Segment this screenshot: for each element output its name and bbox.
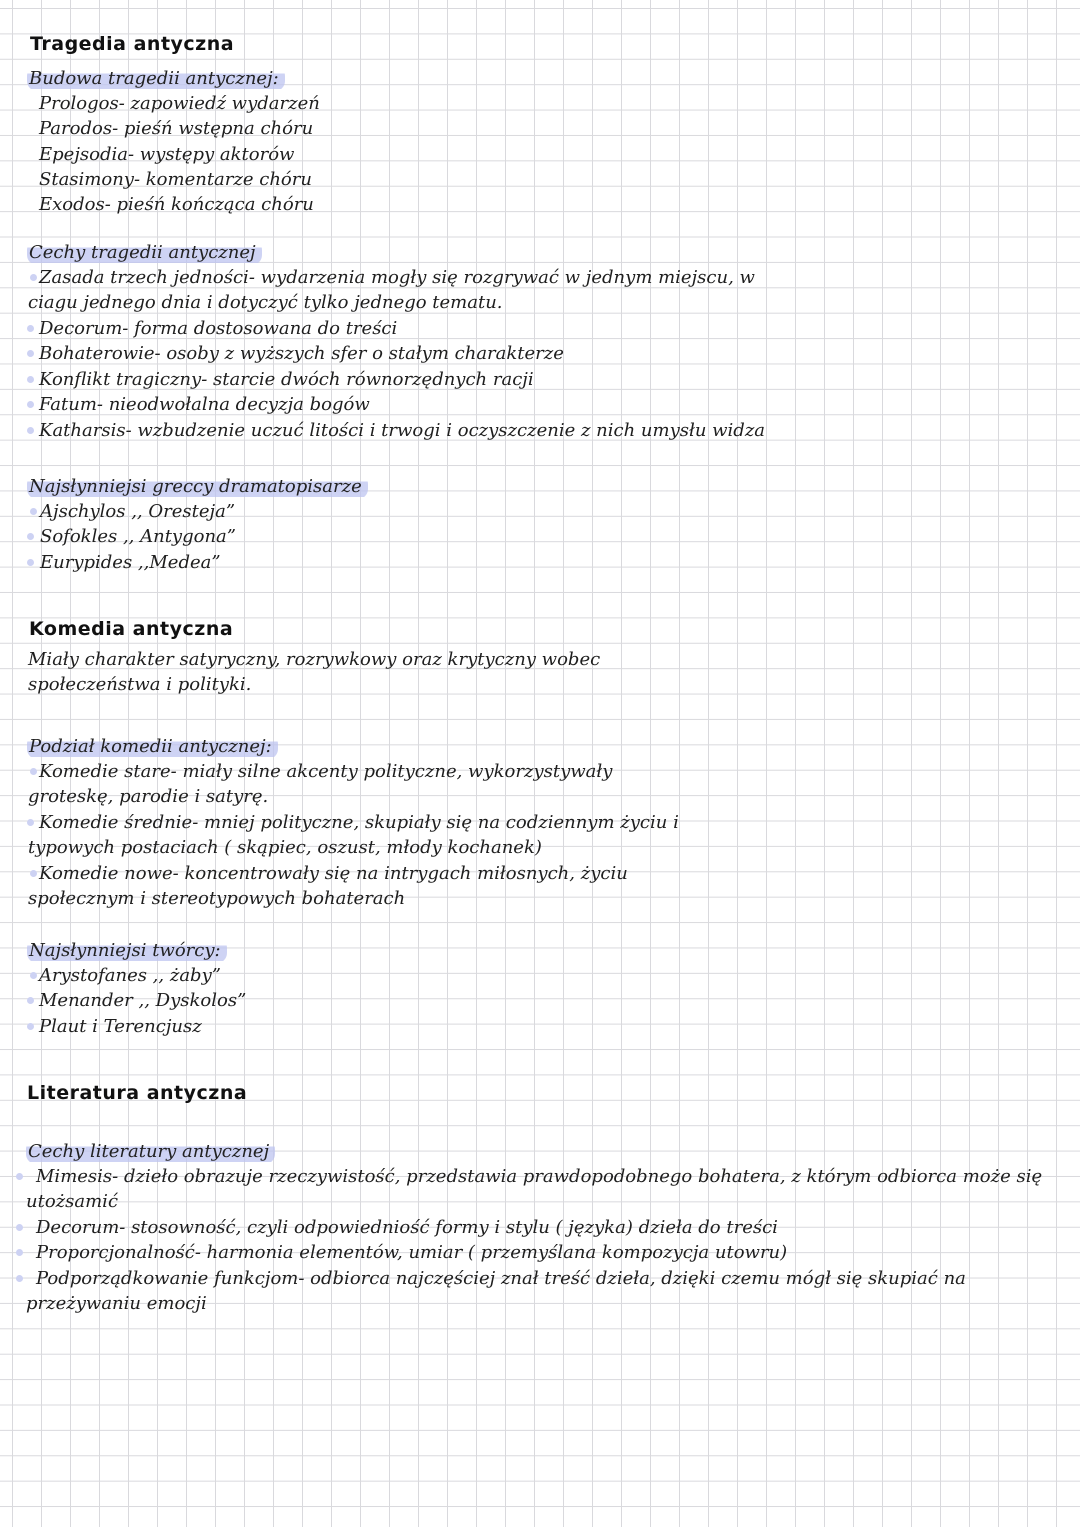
bullet-icon — [27, 997, 34, 1004]
bullet-icon — [27, 559, 34, 566]
cechy-literatury-line: Podporządkowanie funkcjom- odbiorca najczęściej znał treść dzieła, dzięki czemu mógł się skupiać na — [36, 1268, 966, 1289]
tworca-item: Arystofanes ,, żaby” — [39, 965, 221, 986]
dramatopisarze-heading: Najsłynniejsi greccy dramatopisarze — [27, 474, 368, 499]
section-title-literatura: Literatura antyczna — [27, 1082, 248, 1104]
podzial-line: Komedie nowe- koncentrowały się na intrygach miłosnych, życiu — [39, 863, 628, 884]
podzial-line: Komedie stare- miały silne akcenty polityczne, wykorzystywały — [39, 761, 613, 782]
cechy-literatury-line: Proporcjonalność- harmonia elementów, umiar ( przemyślana kompozycja utowru) — [36, 1242, 788, 1263]
dramatopisarz-item: Sofokles ,, Antygona” — [40, 526, 236, 547]
tworca-item: Plaut i Terencjusz — [39, 1016, 202, 1037]
budowa-item: Stasimony- komentarze chóru — [39, 169, 312, 190]
cechy-tragedii-line: Zasada trzech jedności- wydarzenia mogły się rozgrywać w jednym miejscu, w — [39, 267, 755, 288]
budowa-item: Prologos- zapowiedź wydarzeń — [39, 93, 320, 114]
cechy-literatury-line: przeżywaniu emocji — [26, 1293, 207, 1314]
podzial-line: groteskę, parodie i satyrę. — [28, 786, 269, 807]
bullet-icon — [27, 350, 34, 357]
bullet-icon — [27, 401, 34, 408]
bullet-icon — [27, 1023, 34, 1030]
dramatopisarz-item: Ajschylos ,, Oresteja” — [40, 501, 236, 522]
bullet-icon — [27, 427, 34, 434]
budowa-item: Epejsodia- występy aktorów — [39, 144, 295, 165]
cechy-tragedii-line: Fatum- nieodwołalna decyzja bogów — [39, 394, 370, 415]
cechy-tragedii-heading: Cechy tragedii antycznej — [27, 240, 262, 265]
podzial-line: Komedie średnie- mniej polityczne, skupiały się na codziennym życiu i — [39, 812, 679, 833]
section-title-komedia: Komedia antyczna — [29, 618, 234, 640]
budowa-item: Exodos- pieśń kończąca chóru — [39, 194, 314, 215]
dramatopisarz-item: Eurypides ,,Medea” — [40, 552, 221, 573]
bullet-icon — [16, 1275, 23, 1282]
komedia-intro-line: społeczeństwa i polityki. — [28, 674, 252, 695]
bullet-icon — [16, 1249, 23, 1256]
tworcy-heading: Najsłynniejsi twórcy: — [27, 938, 227, 963]
budowa-heading: Budowa tragedii antycznej: — [27, 66, 285, 91]
budowa-item: Parodos- pieśń wstępna chóru — [39, 118, 314, 139]
podzial-line: społecznym i stereotypowych bohaterach — [28, 888, 406, 909]
cechy-tragedii-line: Konflikt tragiczny- starcie dwóch równorzędnych racji — [39, 369, 534, 390]
cechy-tragedii-line: ciagu jednego dnia i dotyczyć tylko jednego tematu. — [28, 292, 503, 313]
cechy-tragedii-line: Bohaterowie- osoby z wyższych sfer o stałym charakterze — [39, 343, 564, 364]
cechy-literatury-line: utożsamić — [26, 1191, 119, 1212]
cechy-literatury-heading: Cechy literatury antycznej — [26, 1139, 275, 1164]
tworca-item: Menander ,, Dyskolos” — [39, 990, 247, 1011]
bullet-icon — [27, 325, 34, 332]
section-title-tragedia: Tragedia antyczna — [30, 33, 235, 55]
podzial-line: typowych postaciach ( skąpiec, oszust, młody kochanek) — [28, 837, 542, 858]
cechy-literatury-line: Decorum- stosowność, czyli odpowiedniość formy i stylu ( języka) dzieła do treści — [36, 1217, 778, 1238]
podzial-heading: Podział komedii antycznej: — [27, 734, 278, 759]
cechy-literatury-line: Mimesis- dzieło obrazuje rzeczywistość, przedstawia prawdopodobnego bohatera, z którym odbiorca może się — [36, 1166, 1043, 1187]
bullet-icon — [30, 768, 37, 775]
bullet-icon — [16, 1173, 23, 1180]
bullet-icon — [27, 819, 34, 826]
cechy-tragedii-line: Decorum- forma dostosowana do treści — [39, 318, 398, 339]
komedia-intro-line: Miały charakter satyryczny, rozrywkowy oraz krytyczny wobec — [28, 649, 601, 670]
bullet-icon — [30, 508, 37, 515]
bullet-icon — [30, 870, 37, 877]
bullet-icon — [16, 1224, 23, 1231]
bullet-icon — [30, 972, 37, 979]
bullet-icon — [27, 533, 34, 540]
cechy-tragedii-line: Katharsis- wzbudzenie uczuć litości i trwogi i oczyszczenie z nich umysłu widza — [39, 420, 766, 441]
bullet-icon — [27, 376, 34, 383]
bullet-icon — [30, 274, 37, 281]
